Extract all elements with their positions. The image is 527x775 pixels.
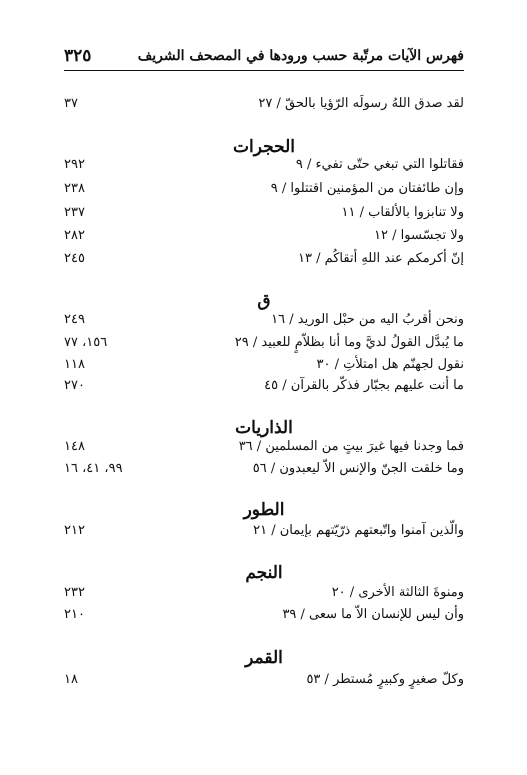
page-references: ١٨ (64, 672, 78, 687)
verse-text: وأن ليس للإنسان الاّ ما سعى / ٣٩ (282, 607, 464, 622)
verse-text: لقد صدق اللهُ رسولَه الرّؤيا بالحقّ / ٢٧ (258, 96, 464, 111)
surah-heading: الحجرات (233, 137, 295, 157)
page-references: ٢٣٨ (64, 181, 85, 196)
surah-heading: النجم (245, 563, 283, 583)
header-rule (64, 70, 464, 71)
surah-heading: الذاريات (235, 418, 293, 438)
surah-heading: الطور (243, 500, 285, 520)
index-entry (64, 251, 464, 271)
surah-heading: القمر (245, 648, 283, 668)
index-entry (64, 672, 464, 692)
verse-text: ومنوةَ الثالثة الأخرى / ٢٠ (331, 585, 464, 600)
verse-text: ونحن أقربُ اليه من حبْل الوريد / ١٦ (271, 312, 464, 327)
header-title: فهرس الآيات مرتّبة حسب ورودها في المصحف الشريف (137, 48, 464, 64)
page-references: ٢٩٢ (64, 157, 85, 172)
verse-text: وإن طائفتان من المؤمنين اقتتلوا / ٩ (270, 181, 464, 196)
surah-heading: ق (257, 291, 271, 311)
page-references: ١٥٦، ٧٧ (64, 335, 108, 350)
index-entry (64, 312, 464, 332)
index-entry (64, 205, 464, 225)
index-entry (64, 585, 464, 605)
verse-text: فما وجدنا فيها غيرَ بيتٍ من المسلمين / ٣٦ (238, 439, 464, 454)
index-entry (64, 181, 464, 201)
page-references: ٩٩، ٤١، ١٦ (64, 461, 123, 476)
index-entry (64, 523, 464, 543)
verse-text: وكلّ صغيرٍ وكبيرٍ مُستطر / ٥٣ (306, 672, 464, 687)
index-entry (64, 335, 464, 355)
index-entry (64, 378, 464, 398)
page-references: ٢١٠ (64, 607, 85, 622)
index-entry (64, 607, 464, 627)
page-references: ٢١٢ (64, 523, 85, 538)
page-references: ١١٨ (64, 357, 85, 372)
page-references: ٢٨٢ (64, 228, 85, 243)
index-entry (64, 439, 464, 459)
page-references: ٢٣٧ (64, 205, 85, 220)
verse-text: إنّ أكرمكم عند اللهِ أتقاكُم / ١٣ (297, 251, 464, 266)
index-page (64, 0, 464, 775)
index-entry (64, 96, 464, 116)
page-references: ١٤٨ (64, 439, 85, 454)
verse-text: والّذين آمنوا واتّبعتهم ذرّيّتهم بإيمان / ٢١ (253, 523, 464, 538)
verse-text: وما خلقت الجنّ والإنس الاّ ليعبدون / ٥٦ (252, 461, 464, 476)
verse-text: فقاتلوا التي تبغي حتّى تفيء / ٩ (295, 157, 464, 172)
page-references: ٢٣٢ (64, 585, 85, 600)
index-entry (64, 228, 464, 248)
page-references: ٣٧ (64, 96, 78, 111)
verse-text: نقول لجهنّم هل امتلأتِ / ٣٠ (316, 357, 464, 372)
page-references: ٢٤٥ (64, 251, 85, 266)
verse-text: ما أنت عليهم بجبّار فذكّر بالقرآن / ٤٥ (264, 378, 464, 393)
index-entry (64, 461, 464, 481)
verse-text: ما يُبدَّل القولُ لديَّ وما أنا بظلاّمٍ للعبيد / ٢٩ (234, 335, 464, 350)
running-header (64, 44, 464, 70)
verse-text: ولا تجسّسوا / ١٢ (374, 228, 464, 243)
page-references: ٢٤٩ (64, 312, 85, 327)
page-references: ٢٧٠ (64, 378, 85, 393)
index-entry (64, 357, 464, 377)
verse-text: ولا تنابزوا بالألقاب / ١١ (341, 205, 464, 220)
page-number: ٣٢٥ (64, 46, 92, 66)
index-entry (64, 157, 464, 177)
